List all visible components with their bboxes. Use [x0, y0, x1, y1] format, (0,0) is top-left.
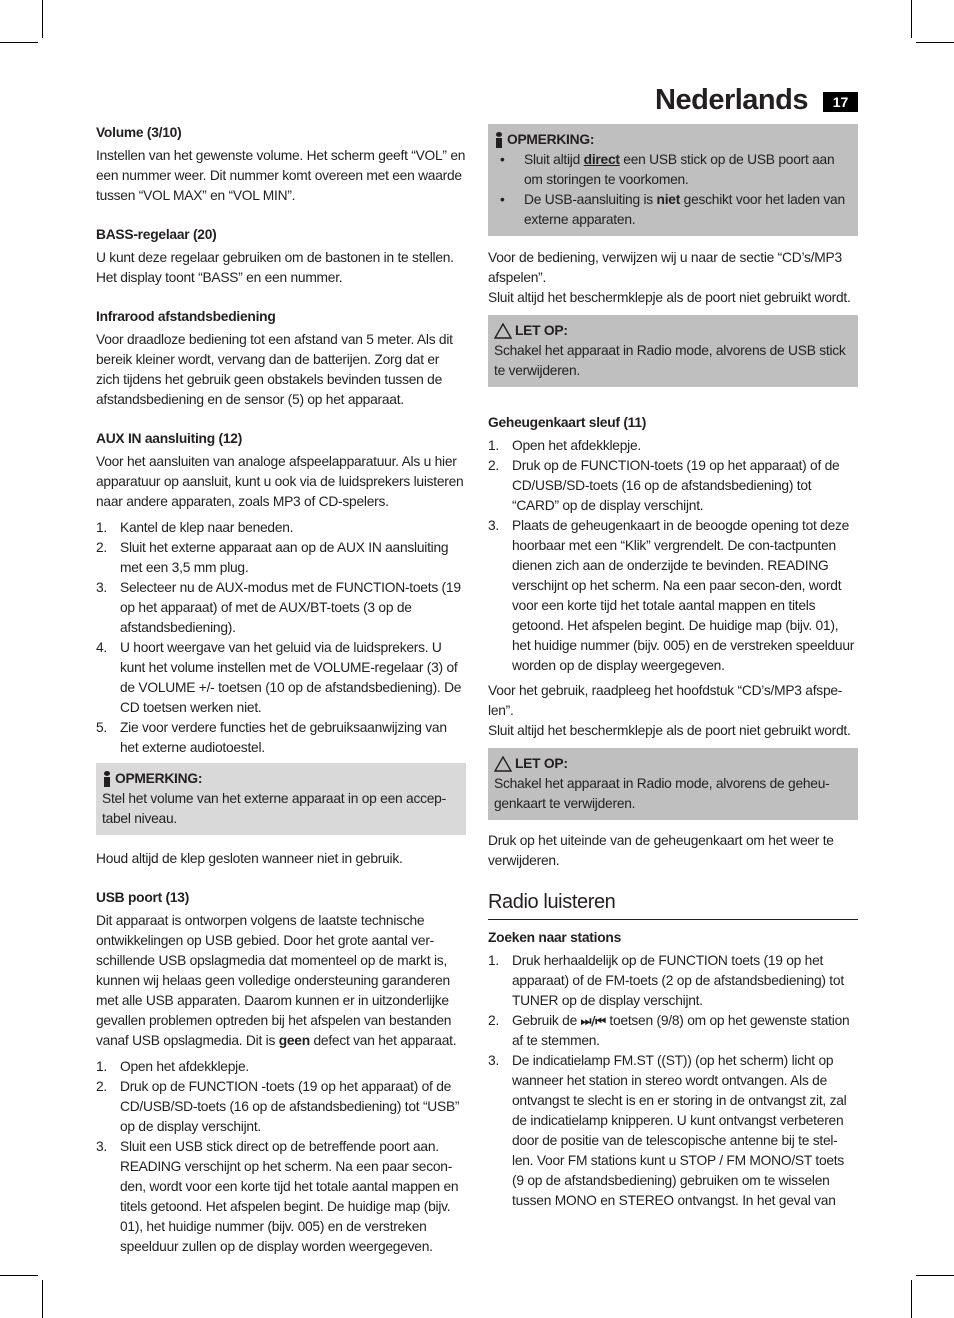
radio-steps-list [488, 951, 858, 1211]
crop-mark [916, 1275, 954, 1276]
page-language-title: Nederlands [655, 84, 808, 116]
radio-heading: Radio luisteren [488, 889, 858, 920]
list-item: • De USB-aansluiting is niet geschikt voor het laden van externe apparaten. [500, 192, 845, 227]
bass-heading: BASS-regelaar (20) [96, 227, 217, 242]
volume-heading: Volume (3/10) [96, 125, 182, 140]
aux-text: Voor het aansluiten van analoge afspeelapparatuur. Als u hier apparatuur op aansluit, kunt u ook via de luidsprekers luisteren naar andere apparaten, zoals MP3 of CD-spelers. [96, 454, 464, 509]
list-item: 3. Plaats de geheugenkaart in de beoogde opening tot deze hoorbaar met een “Klik” vergrendelt. De con-tactpunten dienen zich aan de onderzijde te bevinden. READING verschijnt op het scherm. Na een paar secon-den, wordt voor een korte tijd het totale aantal mappen en titels getoond. Het afspelen begint. De huidige map (bijv. 01), het huidige nummer (bijv. 005) en de verstreken speelduur worden op de display weergegeven. [488, 518, 855, 673]
list-item: 1. Open het afdekklepje. [488, 438, 641, 453]
volume-text: Instellen van het gewenste volume. Het scherm geeft “VOL” en een nummer weer. Dit nummer komt overeen met een waarde tussen “VOL MAX” en “VOL MIN”. [96, 148, 466, 203]
list-item: 2. Druk op de FUNCTION -toets (19 op het apparaat) of de CD/USB/SD-toets (16 op de afstandsbediening) tot “USB” op de display verschijnt. [96, 1079, 460, 1134]
card-after-text: Sluit altijd het beschermklepje als de poort niet gebruikt wordt. [488, 723, 851, 738]
list-item: 1. Kantel de klep naar beneden. [96, 520, 294, 535]
warning-icon [494, 323, 512, 339]
warning-title: LET OP: [515, 756, 568, 771]
note-text: Stel het volume van het externe apparaat in op een accep-tabel niveau. [102, 791, 446, 826]
usb-after-text: Sluit altijd het beschermklepje als de poort niet gebruikt wordt. [488, 290, 851, 305]
card-steps-list [488, 436, 858, 676]
card-warning-box [488, 748, 858, 820]
skip-buttons-symbol: ⏭/⏮ [580, 1014, 606, 1028]
aux-steps-list [96, 518, 466, 758]
usb-heading: USB poort (13) [96, 890, 190, 905]
info-icon [494, 131, 504, 149]
page-number-badge: 17 [823, 92, 858, 112]
ir-heading: Infrarood afstandsbediening [96, 309, 276, 324]
aux-note-box [96, 763, 466, 835]
crop-mark [911, 1280, 912, 1318]
usb-warning-box [488, 315, 858, 387]
crop-mark [916, 42, 954, 43]
crop-mark [0, 1275, 38, 1276]
usb-text: Dit apparaat is ontworpen volgens de laatste technische ontwikkelingen op USB gebied. Door het grote aantal ver-schillende USB opslagmedia dat momenteel op de markt is, kunnen wij helaas geen volledige ondersteuning garanderen met alle USB apparaten. Daarom kunnen er in uitzonderlijke gevallen problemen optreden bij het afspelen van bestanden vanaf USB opslagmedia. Dit is geen defect van het apparaat. [96, 913, 457, 1048]
list-item: 5. Zie voor verdere functies het de gebruiksaanwijzing van het externe audiotoestel. [96, 720, 447, 755]
card-remove-text: Druk op het uiteinde van de geheugenkaart om het weer te verwijderen. [488, 833, 834, 868]
warning-text: Schakel het apparaat in Radio mode, alvorens de USB stick te verwijderen. [494, 343, 846, 378]
usb-note-box [488, 124, 858, 236]
list-item: 4. U hoort weergave van het geluid via de luidsprekers. U kunt het volume instellen met de VOLUME-regelaar (3) of de VOLUME +/- toetsen (10 op de afstandsbediening). De CD toetsen werken niet. [96, 640, 462, 715]
warning-title: LET OP: [515, 323, 568, 338]
card-after-text: Voor het gebruik, raadpleeg het hoofdstuk “CD’s/MP3 afspe-len”. [488, 683, 843, 718]
warning-icon [494, 756, 512, 772]
card-heading: Geheugenkaart sleuf (11) [488, 415, 647, 430]
list-item: 3. De indicatielamp FM.ST ((ST)) (op het scherm) licht op wanneer het station in stereo wordt ontvangen. Als de ontvangst te slecht is en er storing in de ontvangst zit, zal de indicatielamp knipperen. U kunt ontvangst verbeteren door de positie van de telescopische antenne bij te stel-len. Voor FM stations kunt u STOP / FM MONO/ST toets (9 op de afstandsbediening) gebruiken om te wisselen tussen MONO en STEREO ontvangst. In het geval van [488, 1053, 847, 1208]
usb-steps-list [96, 1057, 466, 1257]
list-item: 2. Sluit het externe apparaat aan op de AUX IN aansluiting met een 3,5 mm plug. [96, 540, 449, 575]
aux-heading: AUX IN aansluiting (12) [96, 431, 243, 446]
bass-text: U kunt deze regelaar gebruiken om de bastonen in te stellen. Het display toont “BASS” en een nummer. [96, 250, 454, 285]
list-item: • Sluit altijd direct een USB stick op de USB poort aan om storingen te voorkomen. [500, 152, 835, 187]
note-title: OPMERKING: [507, 132, 595, 147]
aux-after-note: Houd altijd de klep gesloten wanneer niet in gebruik. [96, 851, 403, 866]
usb-after-text: Voor de bediening, verwijzen wij u naar de sectie “CD’s/MP3 afspelen”. [488, 250, 842, 285]
list-item: 2. Gebruik de ⏭/⏮ toetsen (9/8) om op het gewenste station af te stemmen. [488, 1013, 850, 1048]
radio-subheading: Zoeken naar stations [488, 930, 622, 945]
info-icon [102, 770, 112, 788]
list-item: 1. Open het afdekklepje. [96, 1059, 249, 1074]
right-column [488, 123, 858, 1211]
list-item: 3. Sluit een USB stick direct op de betreffende poort aan. READING verschijnt op het scherm. Na een paar secon-den, wordt voor een korte tijd het totale aantal mappen en titels getoond. Het afspelen begint. De huidige map (bijv. 01), het huidige nummer (bijv. 005) en de verstreken speelduur zullen op de display worden weergegeven. [96, 1139, 459, 1254]
list-item: 3. Selecteer nu de AUX-modus met de FUNCTION-toets (19 op het apparaat) of met de AUX/BT-toets (3 op de afstandsbediening). [96, 580, 461, 635]
list-item: 2. Druk op de FUNCTION-toets (19 op het apparaat) of de CD/USB/SD-toets (16 op de afstandsbediening) tot “CARD” op de display verschijnt. [488, 458, 840, 513]
crop-mark [0, 42, 38, 43]
left-column [96, 123, 466, 1257]
crop-mark [911, 0, 912, 38]
ir-text: Voor draadloze bediening tot een afstand van 5 meter. Als dit bereik kleiner wordt, vervang dan de batterijen. Zorg dat er zich tijdens het gebruik geen obstakels bevinden tussen de afstandsbediening en de sensor (5) op het apparaat. [96, 332, 453, 407]
list-item: 1. Druk herhaaldelijk op de FUNCTION toets (19 op het apparaat) of de FM-toets (2 op de afstandsbediening) tot TUNER op de display verschijnt. [488, 953, 844, 1008]
crop-mark [42, 1280, 43, 1318]
note-title: OPMERKING: [115, 771, 203, 786]
warning-text: Schakel het apparaat in Radio mode, alvorens de geheu-genkaart te verwijderen. [494, 776, 830, 811]
crop-mark [42, 0, 43, 38]
